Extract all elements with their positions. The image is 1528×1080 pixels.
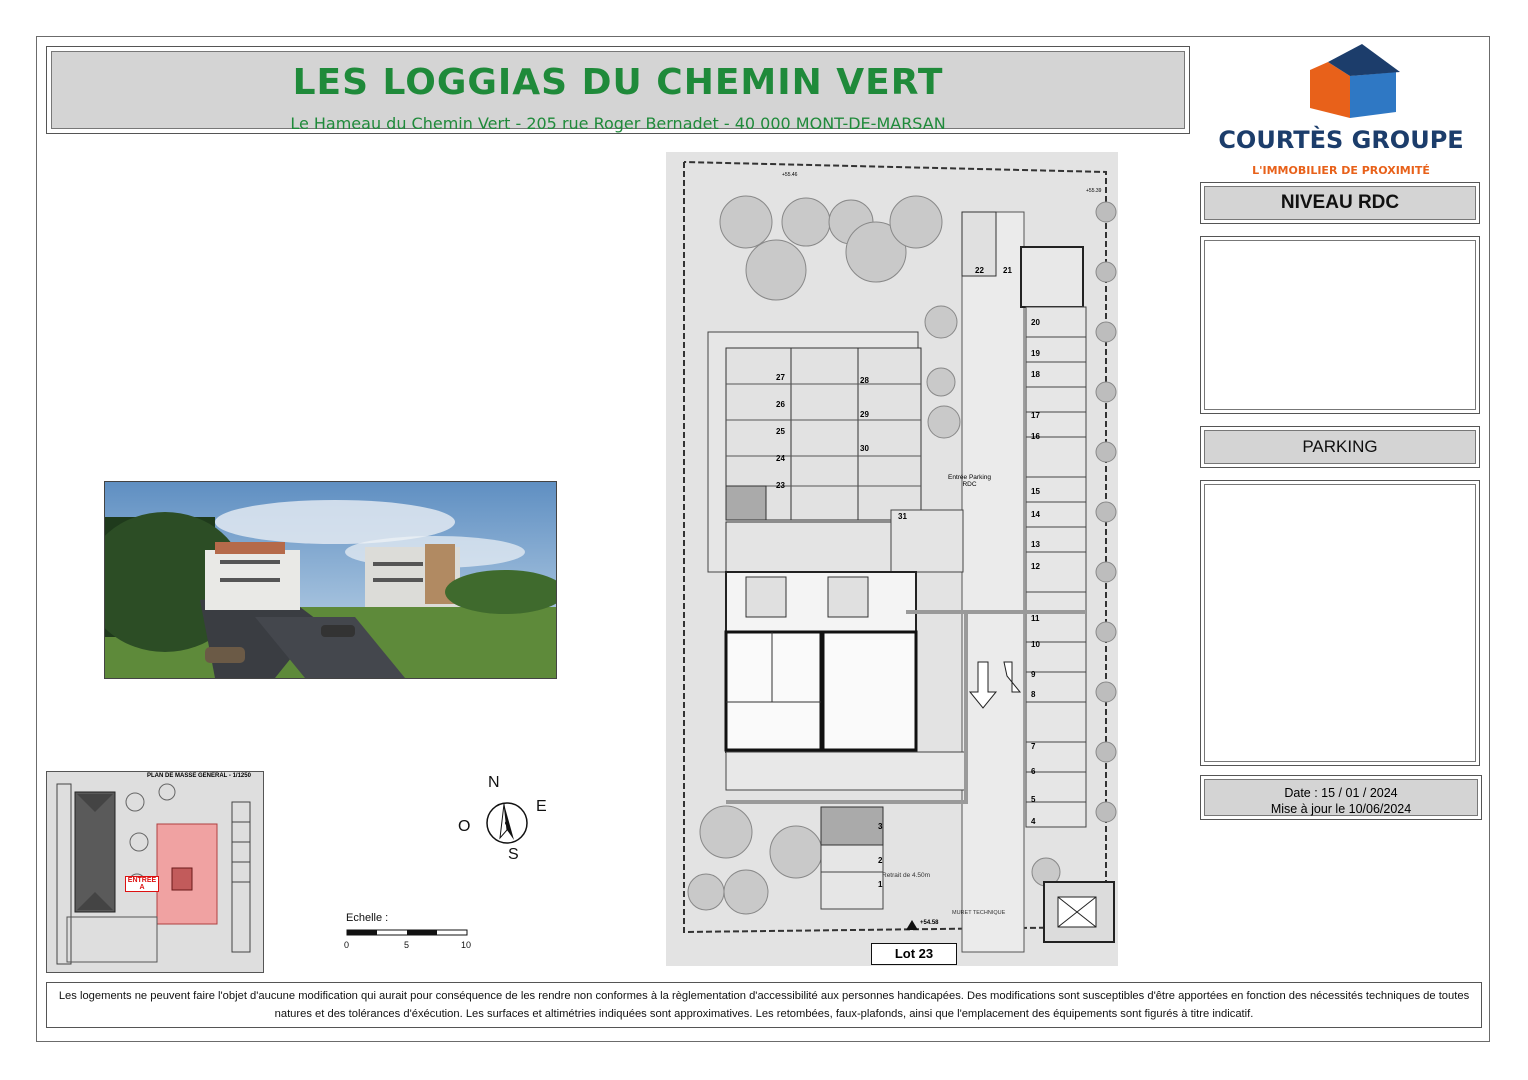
spot-14: 14 (1031, 510, 1040, 519)
compass-west-label: O (458, 818, 471, 835)
scale-tick-5: 5 (404, 940, 410, 950)
spot-column-right (1031, 318, 1040, 826)
scale-bar (346, 928, 470, 938)
spot-7: 7 (1031, 742, 1036, 751)
scale-tick-0: 0 (344, 940, 350, 950)
compass-east-label: E (536, 798, 547, 815)
site-plan-overview (46, 771, 264, 973)
spot-27: 27 (776, 373, 785, 382)
building-rendering (104, 481, 557, 679)
logo-tagline: L'IMMOBILIER DE PROXIMITÉ (1252, 164, 1430, 177)
ground-floor-plan (666, 152, 1118, 966)
spot-8: 8 (1031, 690, 1036, 699)
project-address: Le Hameau du Chemin Vert - 205 rue Roger Bernadet - 40 000 MONT-DE-MARSAN (290, 114, 946, 133)
spot-4: 4 (1031, 817, 1036, 826)
lot-label: Lot 23 (871, 943, 957, 965)
level-marker-top: +55.46 (782, 172, 798, 178)
spot-3: 3 (878, 822, 883, 831)
spot-26: 26 (776, 400, 785, 409)
spot-20: 20 (1031, 318, 1040, 327)
parking-entrance-label: Entrée Parking RDC (948, 474, 991, 488)
level-marker-bottom: +54.58 (920, 920, 939, 926)
project-title: LES LOGGIAS DU CHEMIN VERT (292, 62, 944, 103)
spot-19: 19 (1031, 349, 1040, 358)
parking-content-panel (1200, 480, 1480, 766)
spot-column-mid (860, 364, 869, 466)
spot-22: 22 (975, 266, 984, 275)
spot-2: 2 (878, 856, 883, 865)
date-line: Date : 15 / 01 / 2024 (1284, 786, 1398, 800)
spot-13: 13 (1031, 540, 1040, 549)
spot-16: 16 (1031, 432, 1040, 441)
spot-6: 6 (1031, 767, 1036, 776)
date-panel (1200, 775, 1482, 820)
logo-name: COURTÈS GROUPE (1218, 126, 1464, 154)
spot-29: 29 (860, 410, 869, 419)
site-plan-entry-label: ENTREE A (125, 876, 159, 892)
scale-tick-10: 10 (461, 940, 472, 950)
spot-10: 10 (1031, 640, 1040, 649)
parking-label: PARKING (1302, 437, 1378, 456)
compass-icon (484, 800, 530, 846)
spot-18: 18 (1031, 370, 1040, 379)
compass-south-label: S (508, 846, 519, 863)
level-panel (1200, 182, 1480, 224)
spot-25: 25 (776, 427, 785, 436)
scale-label: Echelle : (346, 912, 389, 924)
update-line: Mise à jour le 10/06/2024 (1270, 802, 1412, 816)
parking-panel (1200, 426, 1480, 468)
title-block (46, 46, 1190, 134)
level-marker-right: +55.39 (1086, 188, 1102, 194)
setback-label: Retrait de 4.50m (882, 872, 931, 879)
compass-north-label: N (488, 774, 500, 791)
spot-17: 17 (1031, 411, 1040, 420)
spot-30: 30 (860, 444, 869, 453)
technical-wall-label: MURET TECHNIQUE (952, 910, 1006, 916)
site-plan-title: PLAN DE MASSE GENERAL - 1/1250 (147, 773, 251, 779)
spot-9: 9 (1031, 670, 1036, 679)
spot-11: 11 (1031, 614, 1040, 623)
spot-column-left (776, 364, 785, 499)
spot-5: 5 (1031, 795, 1036, 804)
level-content-panel (1200, 236, 1480, 414)
spot-28: 28 (860, 376, 869, 385)
spot-31: 31 (898, 512, 907, 521)
spot-15: 15 (1031, 487, 1040, 496)
legal-notice: Les logements ne peuvent faire l'objet d'aucune modification qui aurait pour conséquence de les rendre non conformes à la règlementation d'accessibilité aux personnes handicapées. Des modifications sont susceptibles d'être apportées en fonction des nécessités techniques de toutes natures et des tolérances d'éxécution. Les surfaces et altimétries indiquées sont approximatives. Les retombées, faux-plafonds, ainsi que l'emplacement des équipements sont figurés à titre indicatif. (46, 982, 1482, 1028)
spot-21: 21 (1003, 266, 1012, 275)
courtes-groupe-logo-icon (1300, 42, 1410, 122)
spot-23: 23 (776, 481, 785, 490)
spot-1: 1 (878, 880, 883, 889)
level-label: NIVEAU RDC (1280, 192, 1400, 213)
spot-12: 12 (1031, 562, 1040, 571)
spot-24: 24 (776, 454, 785, 463)
